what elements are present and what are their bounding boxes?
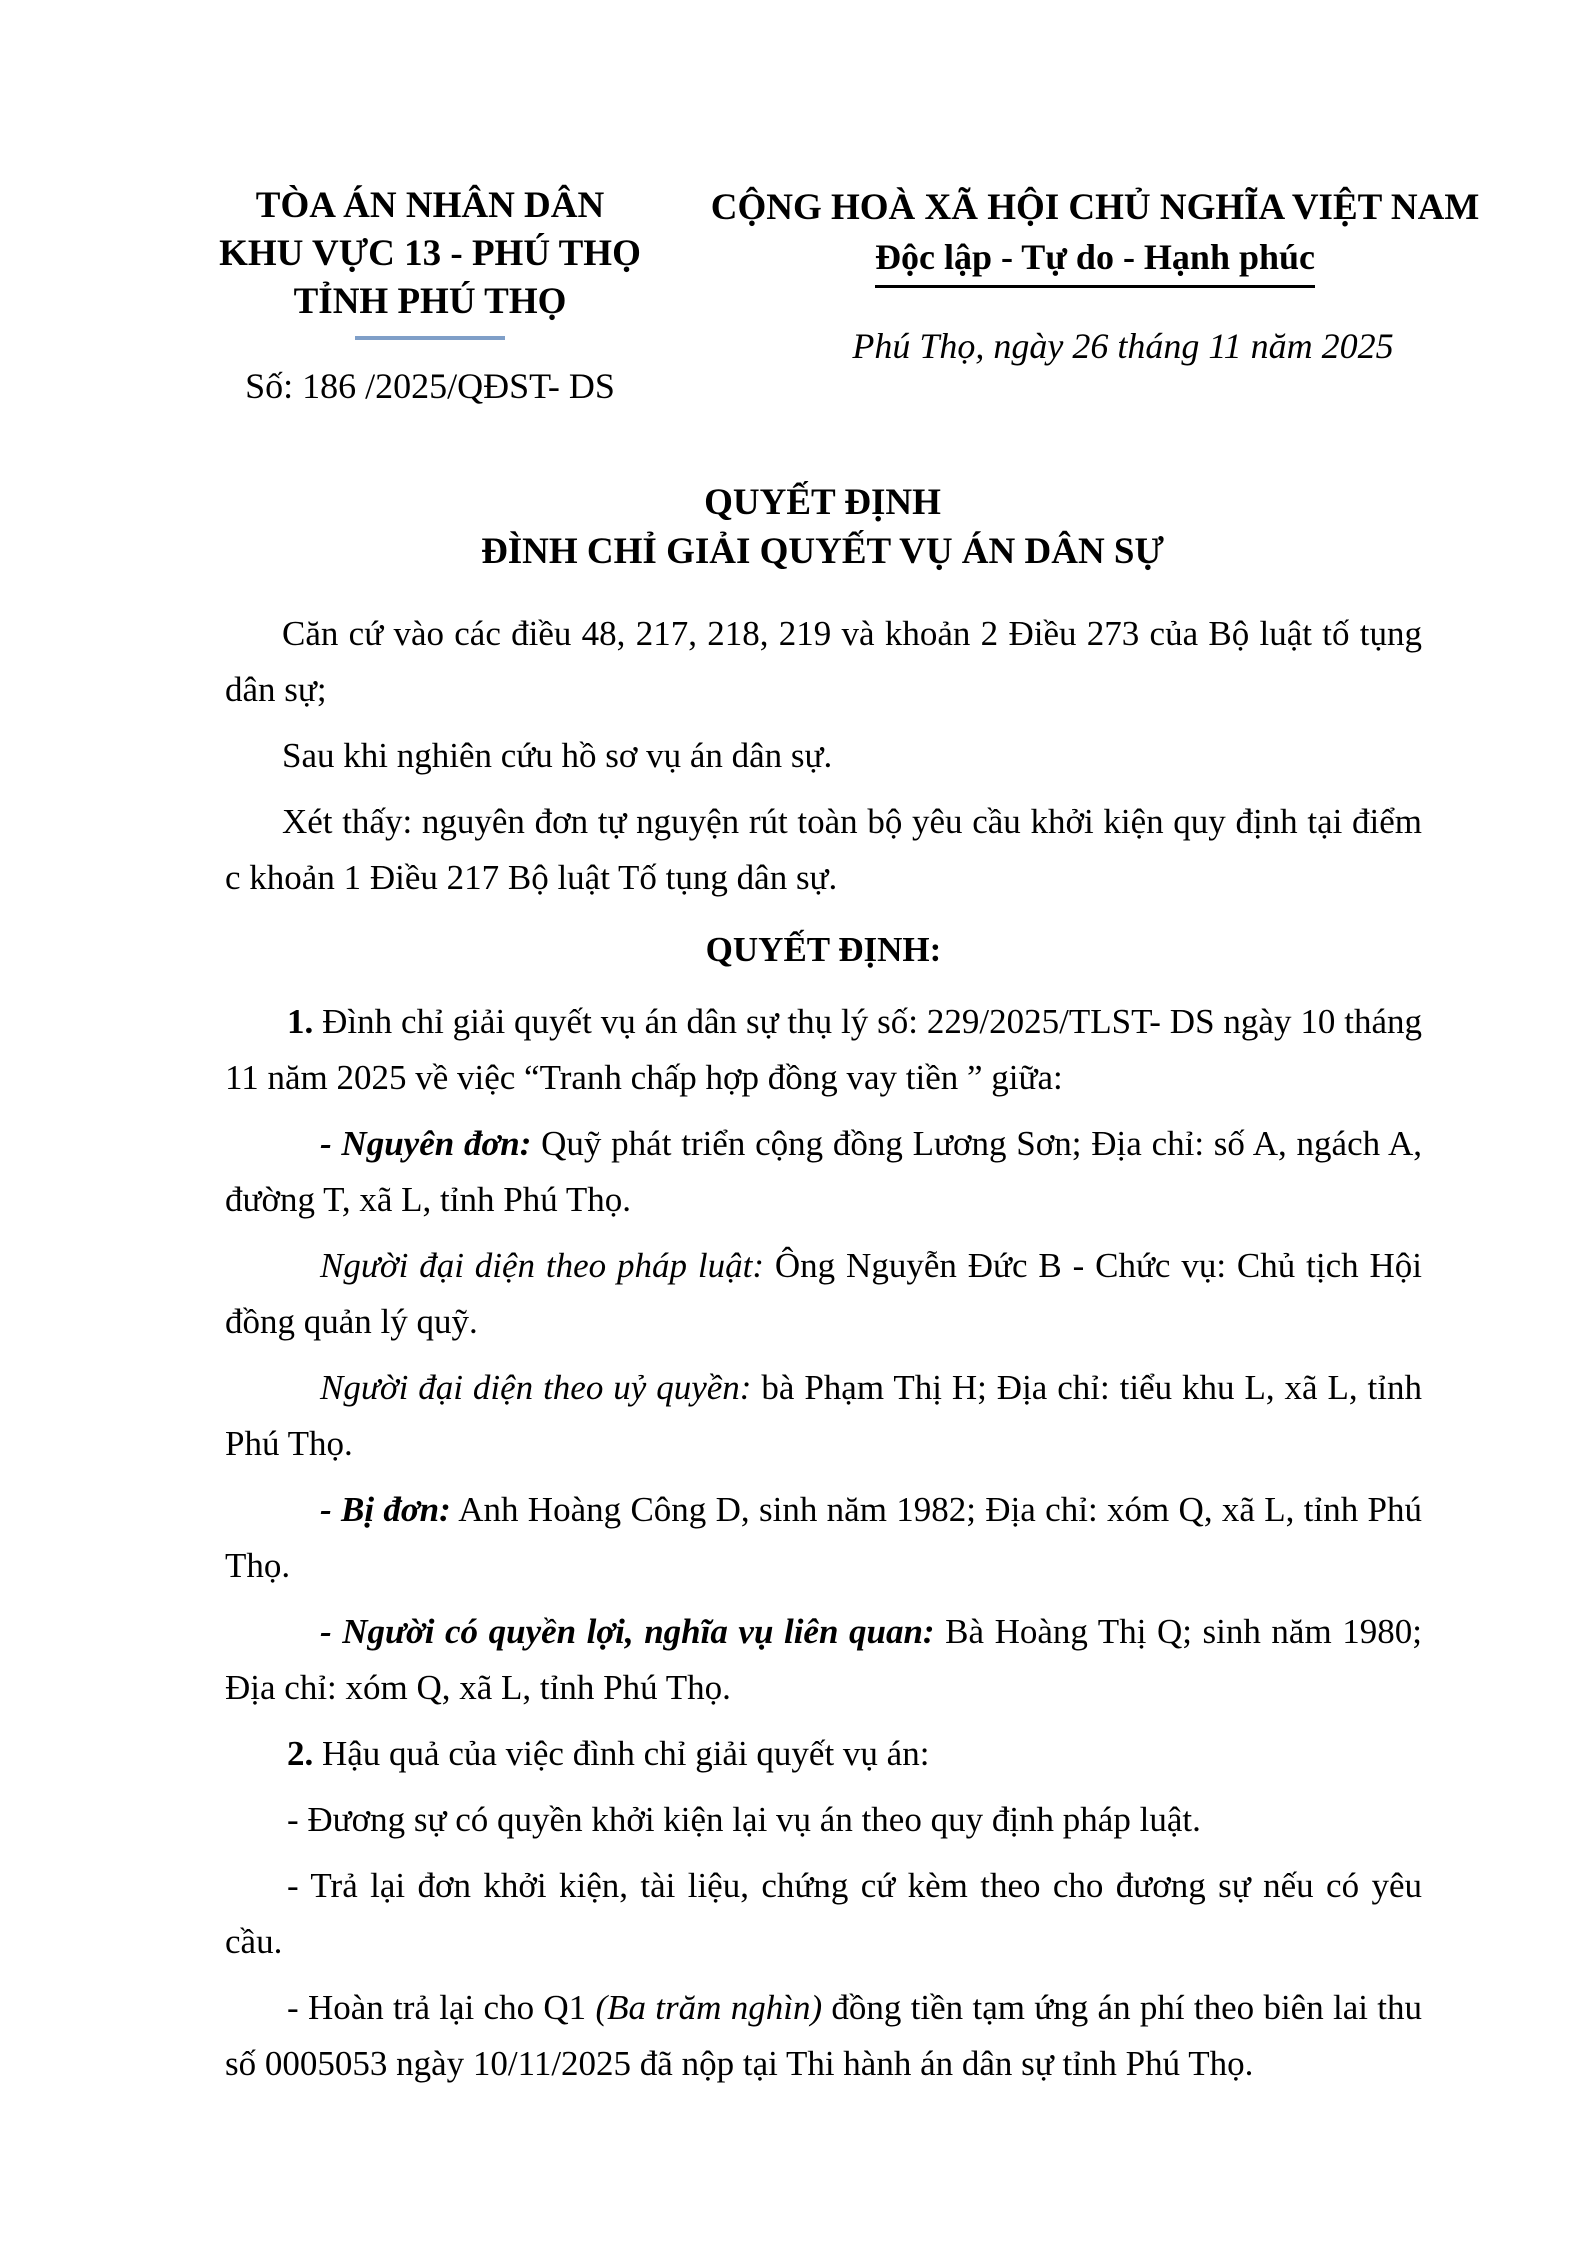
party-related-person <box>225 1604 1422 1716</box>
party-defendant-text: Anh Hoàng Công D, sinh năm 1982; Địa chỉ: xóm Q, xã L, tỉnh Phú Thọ. <box>225 1490 1422 1585</box>
consequence-2: - Trả lại đơn khởi kiện, tài liệu, chứng cứ kèm theo cho đương sự nếu có yêu cầu. <box>225 1866 1422 1961</box>
case-number: Số: 186 /2025/QĐST- DS <box>245 366 615 406</box>
party-legal-representative-text: Ông Nguyễn Đức B - Chức vụ: Chủ tịch Hội đồng quản lý quỹ. <box>225 1246 1422 1341</box>
article-2-number: 2. <box>287 1734 314 1773</box>
refund-text-post: đồng tiền tạm ứng án phí theo biên lai thu số 0005053 ngày 10/11/2025 đã nộp tại Thi hành án dân sự tỉnh Phú Thọ. <box>225 1988 1422 2083</box>
document-title-line1: QUYẾT ĐỊNH <box>704 482 941 523</box>
court-name-line2: KHU VỰC 13 - PHÚ THỌ <box>219 233 641 274</box>
party-plaintiff <box>225 1116 1422 1228</box>
party-related-person-label: - Người có quyền lợi, nghĩa vụ liên quan: <box>320 1612 935 1651</box>
refund-paragraph <box>225 1980 1422 2092</box>
article-1-number: 1. <box>287 1002 314 1041</box>
court-header-block <box>180 182 680 408</box>
document-title-line2: ĐÌNH CHỈ GIẢI QUYẾT VỤ ÁN DÂN SỰ <box>481 531 1164 572</box>
party-defendant <box>225 1482 1422 1594</box>
court-header-divider <box>355 336 505 340</box>
national-header-block <box>700 185 1490 368</box>
refund-amount-in-words: (Ba trăm nghìn) <box>595 1988 823 2027</box>
place-date-line: Phú Thọ, ngày 26 tháng 11 năm 2025 <box>852 326 1394 366</box>
party-defendant-label: - Bị đơn: <box>320 1490 451 1529</box>
article-1 <box>225 994 1422 1106</box>
national-motto-line2-wrap <box>700 237 1490 288</box>
party-authorized-representative-text: bà Phạm Thị H; Địa chỉ: tiểu khu L, xã L, tỉnh Phú Thọ. <box>225 1368 1422 1463</box>
party-plaintiff-label: - Nguyên đơn: <box>320 1124 532 1163</box>
preamble-paragraph-1: Căn cứ vào các điều 48, 217, 218, 219 và khoản 2 Điều 273 của Bộ luật tố tụng dân sự; <box>225 614 1422 709</box>
document-body <box>225 606 1422 2102</box>
article-1-text: Đình chỉ giải quyết vụ án dân sự thụ lý số: 229/2025/TLST- DS ngày 10 tháng 11 năm 2025 về việc “Tranh chấp hợp đồng vay tiền ” giữa: <box>225 1002 1422 1097</box>
article-2-text: Hậu quả của việc đình chỉ giải quyết vụ án: <box>313 1734 930 1773</box>
party-legal-representative-label: Người đại diện theo pháp luật: <box>320 1246 765 1285</box>
court-name-line1: TÒA ÁN NHÂN DÂN <box>255 185 605 226</box>
court-name-line3: TỈNH PHÚ THỌ <box>293 281 567 322</box>
decision-heading: QUYẾT ĐỊNH: <box>705 930 942 969</box>
preamble-paragraph-2: Sau khi nghiên cứu hồ sơ vụ án dân sự. <box>282 736 833 775</box>
party-authorized-representative-label: Người đại diện theo uỷ quyền: <box>320 1368 752 1407</box>
national-motto-line1: CỘNG HOÀ XÃ HỘI CHỦ NGHĨA VIỆT NAM <box>710 187 1480 228</box>
consequence-1: - Đương sự có quyền khởi kiện lại vụ án theo quy định pháp luật. <box>287 1800 1201 1839</box>
article-2 <box>225 1726 1422 1782</box>
national-motto-line2: Độc lập - Tự do - Hạnh phúc <box>875 237 1315 288</box>
document-title <box>225 478 1420 576</box>
party-plaintiff-text: Quỹ phát triển cộng đồng Lương Sơn; Địa chỉ: số A, ngách A, đường T, xã L, tỉnh Phú Thọ. <box>225 1124 1422 1219</box>
refund-text-pre: - Hoàn trả lại cho Q1 <box>287 1988 596 2027</box>
party-authorized-representative <box>225 1360 1422 1472</box>
party-related-person-text: Bà Hoàng Thị Q; sinh năm 1980; Địa chỉ: xóm Q, xã L, tỉnh Phú Thọ. <box>225 1612 1422 1707</box>
party-legal-representative <box>225 1238 1422 1350</box>
preamble-paragraph-3: Xét thấy: nguyên đơn tự nguyện rút toàn bộ yêu cầu khởi kiện quy định tại điểm c khoản 1 Điều 217 Bộ luật Tố tụng dân sự. <box>225 802 1422 897</box>
